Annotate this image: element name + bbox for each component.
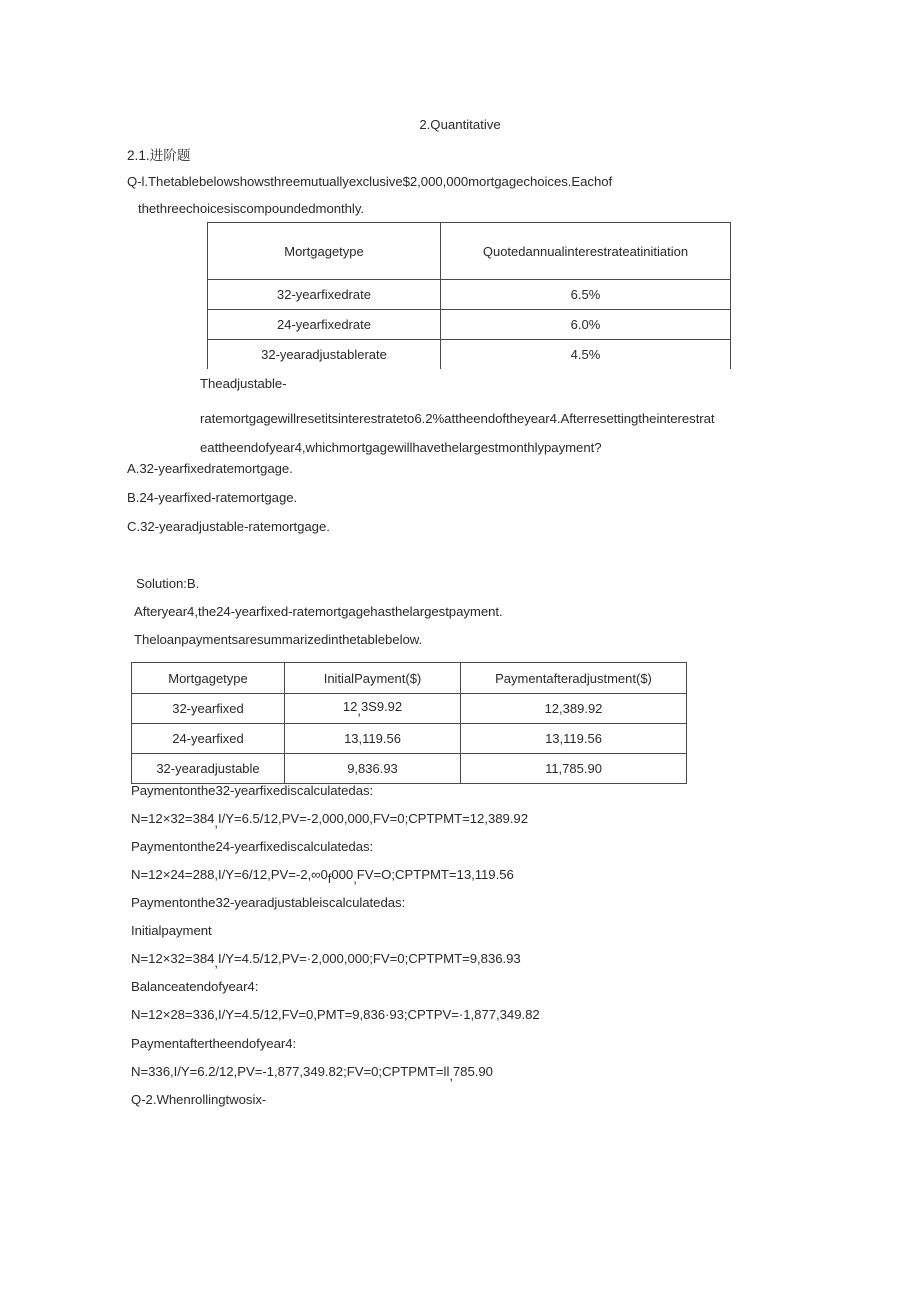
calculation-line-8: Balanceatendofyear4: [131,979,259,994]
solution-answer: Solution:B. [136,576,200,591]
solution-explanation-line1: Afteryear4,the24-yearfixed-ratemortgagehasthelargestpayment. [134,604,503,619]
table-loan-payments [131,662,687,784]
table-cell: 12,3S9.92 [285,694,461,724]
table-cell: 12,389.92 [461,694,687,724]
table-header-cell: Mortgagetype [132,663,285,694]
table-header-cell: Mortgagetype [208,223,441,280]
table-cell: 32-yearfixed [132,694,285,724]
table-cell: 32-yearfixedrate [208,280,441,310]
calculation-line-1: Paymentonthe32-yearfixediscalculatedas: [131,783,374,798]
question1-followup-line2: ratemortgagewillresetitsinterestrateto6.2%attheendoftheyear4.Afterresettingtheinterestrat [200,411,715,426]
next-question-stub: Q-2.Whenrollingtwosix- [131,1092,267,1107]
table-cell: 24-yearfixed [132,724,285,754]
table-cell: 32-yearadjustable [132,754,285,784]
table-row [132,694,687,724]
table-cell: 32-yearadjustablerate [208,340,441,370]
calculation-line-2: N=12×32=384,I/Y=6.5/12,PV=-2,000,000,FV=0;CPTPMT=12,389.92 [131,811,528,831]
table-cell: 11,785.90 [461,754,687,784]
table-row [208,280,731,310]
question1-stem-line2: thethreechoicesiscompoundedmonthly. [138,201,364,216]
calculation-line-7: N=12×32=384,I/Y=4.5/12,PV=·2,000,000;FV=0;CPTPMT=9,836.93 [131,951,521,971]
question1-stem-line1: Q-l.Thetablebelowshowsthreemutuallyexclusive$2,000,000mortgagechoices.Eachof [127,174,613,189]
question1-choice-a: A.32-yearfixedratemortgage. [127,461,293,476]
table-cell: 9,836.93 [285,754,461,784]
calculation-line-6: Initialpayment [131,923,212,938]
question1-choice-b: B.24-yearfixed-ratemortgage. [127,490,298,505]
calculation-line-11: N=336,I/Y=6.2/12,PV=-1,877,349.82;FV=0;CPTPMT=ll,785.90 [131,1064,493,1084]
calculation-line-5: Paymentonthe32-yearadjustableiscalculatedas: [131,895,406,910]
table-header-cell: Quotedannualinterestrateatinitiation [441,223,731,280]
table-header-cell: InitialPayment($) [285,663,461,694]
table-row [132,724,687,754]
question1-choice-c: C.32-yearadjustable-ratemortgage. [127,519,330,534]
table-cell: 6.5% [441,280,731,310]
table-cell: 24-yearfixedrate [208,310,441,340]
table-header-row [208,223,731,280]
table-header-cell: Paymentafteradjustment($) [461,663,687,694]
table-row [132,754,687,784]
table-header-row [132,663,687,694]
question1-followup-line3: eattheendofyear4,whichmortgagewillhavethelargestmonthlypayment? [200,440,602,455]
table-cell: 13,119.56 [461,724,687,754]
table-cell: 6.0% [441,310,731,340]
solution-explanation-line2: Theloanpaymentsaresummarizedinthetablebelow. [134,632,423,647]
calculation-line-3: Paymentonthe24-yearfixediscalculatedas: [131,839,374,854]
subsection-heading: 2.1.进阶题 [127,148,191,163]
section-title: 2.Quantitative [419,117,501,132]
table-mortgage-rates [207,222,731,369]
question1-followup-line1: Theadjustable- [200,376,287,391]
table-cell: 13,119.56 [285,724,461,754]
calculation-line-9: N=12×28=336,I/Y=4.5/12,FV=0,PMT=9,836·93;CPTPV=·1,877,349.82 [131,1007,540,1022]
calculation-line-10: Paymentaftertheendofyear4: [131,1036,297,1051]
table-cell: 4.5% [441,340,731,370]
calculation-line-4: N=12×24=288,I/Y=6/12,PV=-2,∞0f000,FV=O;CPTPMT=13,119.56 [131,867,514,887]
table-row [208,340,731,370]
table-row [208,310,731,340]
